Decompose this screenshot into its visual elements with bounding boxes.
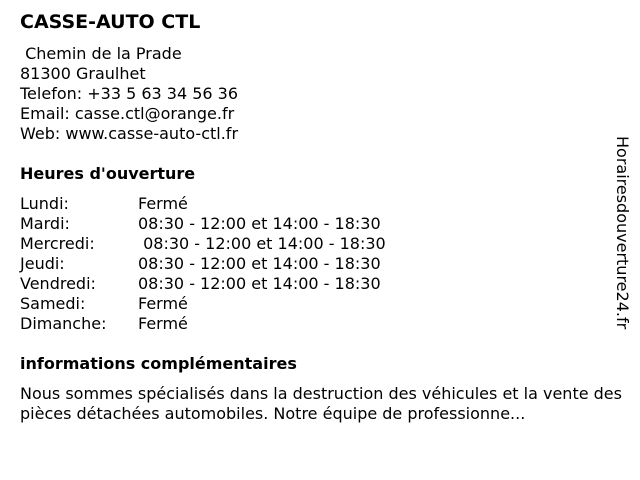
hours-row — [20, 234, 386, 254]
day-label: Vendredi: — [20, 274, 96, 293]
website: Web: www.casse-auto-ctl.fr — [20, 124, 239, 143]
hours-table — [20, 194, 386, 334]
street: Chemin de la Prade — [20, 44, 182, 63]
day-label: Dimanche: — [20, 314, 107, 333]
hours-heading: Heures d'ouverture — [20, 164, 196, 183]
email: Email: casse.ctl@orange.fr — [20, 104, 235, 123]
day-hours: Fermé — [138, 294, 188, 313]
day-label: Mardi: — [20, 214, 70, 233]
day-hours: 08:30 - 12:00 et 14:00 - 18:30 — [138, 234, 386, 253]
phone: Telefon: +33 5 63 34 56 36 — [20, 84, 239, 103]
day-hours: 08:30 - 12:00 et 14:00 - 18:30 — [138, 254, 381, 273]
address-block — [20, 44, 238, 144]
day-hours: Fermé — [138, 314, 188, 333]
day-label: Mercredi: — [20, 234, 95, 253]
city: 81300 Graulhet — [20, 64, 146, 83]
day-hours: Fermé — [138, 194, 188, 213]
business-name: CASSE-AUTO CTL — [20, 11, 201, 33]
site-watermark: Horairesdouverture24.fr — [613, 136, 632, 330]
day-label: Samedi: — [20, 294, 86, 313]
hours-row — [20, 294, 386, 314]
day-label: Jeudi: — [20, 254, 65, 273]
hours-row — [20, 214, 386, 234]
hours-row — [20, 274, 386, 294]
info-description: Nous sommes spécialisés dans la destruction des véhicules et la vente des pièces détachées automobiles. Notre équipe de professionne... — [20, 384, 622, 423]
info-heading: informations complémentaires — [20, 354, 297, 373]
hours-row — [20, 254, 386, 274]
day-label: Lundi: — [20, 194, 69, 213]
hours-row — [20, 194, 386, 214]
hours-row — [20, 314, 386, 334]
day-hours: 08:30 - 12:00 et 14:00 - 18:30 — [138, 214, 381, 233]
day-hours: 08:30 - 12:00 et 14:00 - 18:30 — [138, 274, 381, 293]
